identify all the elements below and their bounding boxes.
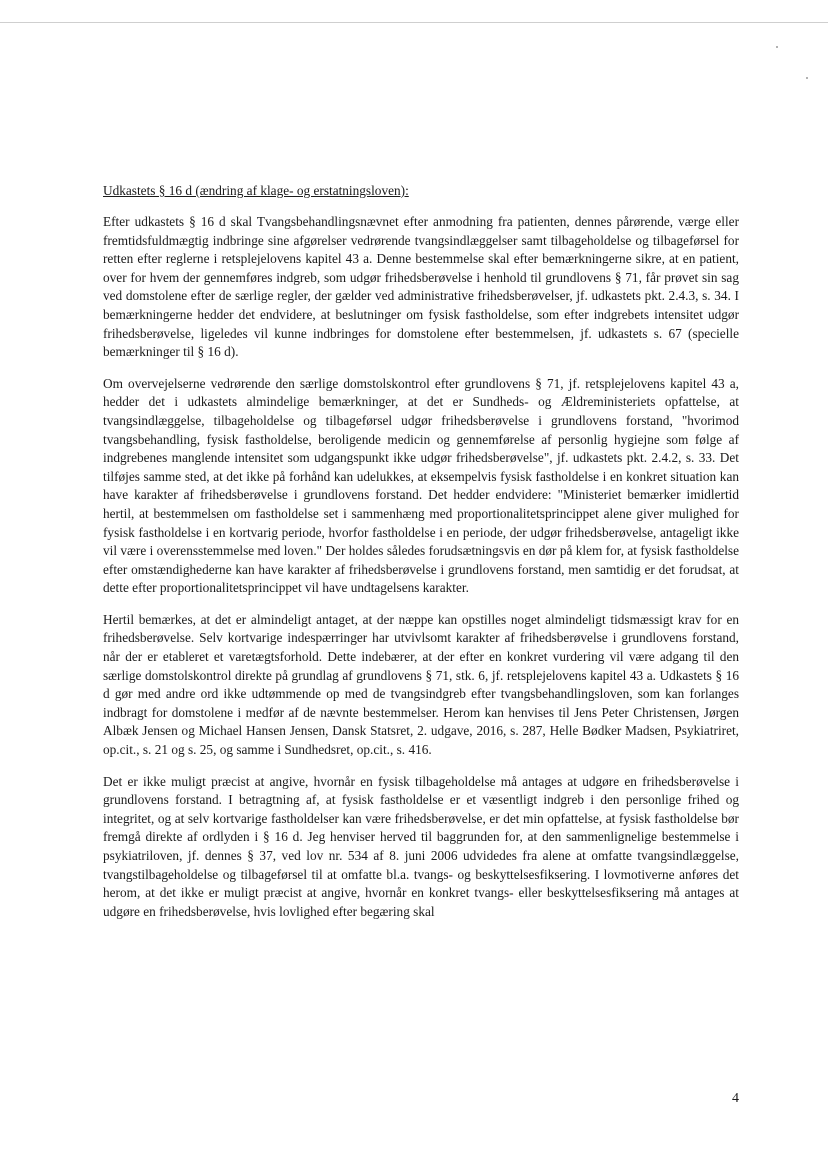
paragraph-3: Hertil bemærkes, at det er almindeligt antaget, at der næppe kan opstilles noget almindeligt tidsmæssigt krav for en frihedsberøvelse. Selv kortvarige indespærringer har utvivlsomt karakter af frihedsberøvelse i grundlovens forstand, når der er etableret et varetægtsforhold. Dette indebærer, at der efter en konkret vurdering vil være adgang til den særlige domstolskontrol direkte på grundlag af grundlovens § 71, stk. 6, jf. retsplejelovens kapitel 43 a. Udkastets § 16 d gør med andre ord ikke udtømmende op med de tvangsindgreb efter tvangsbehandlingsloven, som kan forlanges indbragt for domstolene i medfør af de nævnte bestemmelser. Herom kan henvises til Jens Peter Christensen, Jørgen Albæk Jensen og Michael Hansen Jensen, Dansk Statsret, 2. udgave, 2016, s. 287, Helle Bødker Madsen, Psykiatriret, op.cit., s. 21 og s. 25, og samme i Sundhedsret, op.cit., s. 416. <box>103 611 739 758</box>
paragraph-4: Det er ikke muligt præcist at angive, hvornår en fysisk tilbageholdelse må antages at udgøre en frihedsberøvelse i grundlovens forstand. I betragtning af, at fysisk fastholdelse er et væsentligt indgreb i den personlige frihed og integritet, og at selv kortvarige fastholdelser kan være frihedsberøvelse, er det min opfattelse, at fysisk fastholdelse bør fremgå direkte af ordlyden i § 16 d. Jeg henviser herved til baggrunden for, at den sammenlignelige bestemmelse i psykiatriloven, jf. dennes § 37, ved lov nr. 534 af 8. juni 2006 udvidedes fra alene at omfatte tvangsindlæggelse, tvangstilbageholdelse og tilbageførsel til at omfatte bl.a. tvangs- og beskyttelsesfiksering. I lovmotiverne anføres det herom, at det ikke er muligt præcist at angive, hvornår en konkret tvangs- eller beskyttelsesfiksering må antages at udgøre en frihedsberøvelse, hvis lovlighed efter begæring skal <box>103 773 739 919</box>
scan-artifact-dot <box>806 77 808 79</box>
scan-artifact-line <box>0 22 828 23</box>
paragraph-2: Om overvejelserne vedrørende den særlige domstolskontrol efter grundlovens § 71, jf. retsplejelovens kapitel 43 a, hedder det i udkastets almindelige bemærkninger, at det er Sundheds- og Ældreministeriets opfattelse, at tvangsindlæggelse, tilbageholdelse og tilbageførsel udgør frihedsberøvelse i grundlovens forstand, "hvorimod tvangsbehandling, fysisk fastholdelse, beroligende medicin og gennemførelse af personlig hygiejne som følge af indgrebenes manglende intensitet som udgangspunkt ikke udgør frihedsberøvelse", jf. udkastets pkt. 2.4.2, s. 33. Det tilføjes samme sted, at det ikke på forhånd kan udelukkes, at eksempelvis fysisk fastholdelse i en konkret situation kan have karakter af frihedsberøvelse i grundlovens forstand. Det hedder endvidere: "Ministeriet bemærker imidlertid hertil, at bestemmelsen om fastholdelse set i sammenhæng med proportionalitetsprincippet alene giver mulighed for fysisk fastholdelse i en kortvarig periode, hvorfor fastholdelse i en periode, der udgør frihedsberøvelse, antageligt ikke vil være i overensstemmelse med loven." Der holdes således forudsætningsvis en dør på klem for, at fysisk fastholdelse efter omstændighederne kan have karakter af frihedsberøvelse i grundlovens forstand, men samtidig er det forudsat, at dette efter proportionalitetsprincippet vil have undtagelsens karakter. <box>103 375 739 596</box>
scan-artifact-dot <box>776 46 778 48</box>
document-body <box>103 181 739 934</box>
section-heading: Udkastets § 16 d (ændring af klage- og erstatningsloven): <box>103 183 409 198</box>
paragraph-1: Efter udkastets § 16 d skal Tvangsbehandlingsnævnet efter anmodning fra patienten, dennes pårørende, værge eller fremtidsfuldmægtig indbringe sine afgørelser vedrørende tvangsindlæggelser samt tilbageholdelse og tilbageførsel for retten efter reglerne i retsplejelovens kapitel 43 a. Denne bestemmelse skal efter bemærkningerne sikre, at en patient, over for hvem der gennemføres indgreb, som udgør frihedsberøvelse i henhold til grundlovens § 71, får prøvet sin sag ved domstolene efter de særlige regler, der gælder ved administrative frihedsberøvelser, jf. udkastets pkt. 2.4.3, s. 34. I bemærkningerne hedder det endvidere, at beslutninger om fysisk fastholdelse, som efter indgrebets intensitet udgør frihedsberøvelse, ligeledes vil kunne indbringes for domstolene efter bestemmelsen, jf. udkastets s. 67 (specielle bemærkninger til § 16 d). <box>103 214 739 360</box>
page-number: 4 <box>732 1091 739 1106</box>
